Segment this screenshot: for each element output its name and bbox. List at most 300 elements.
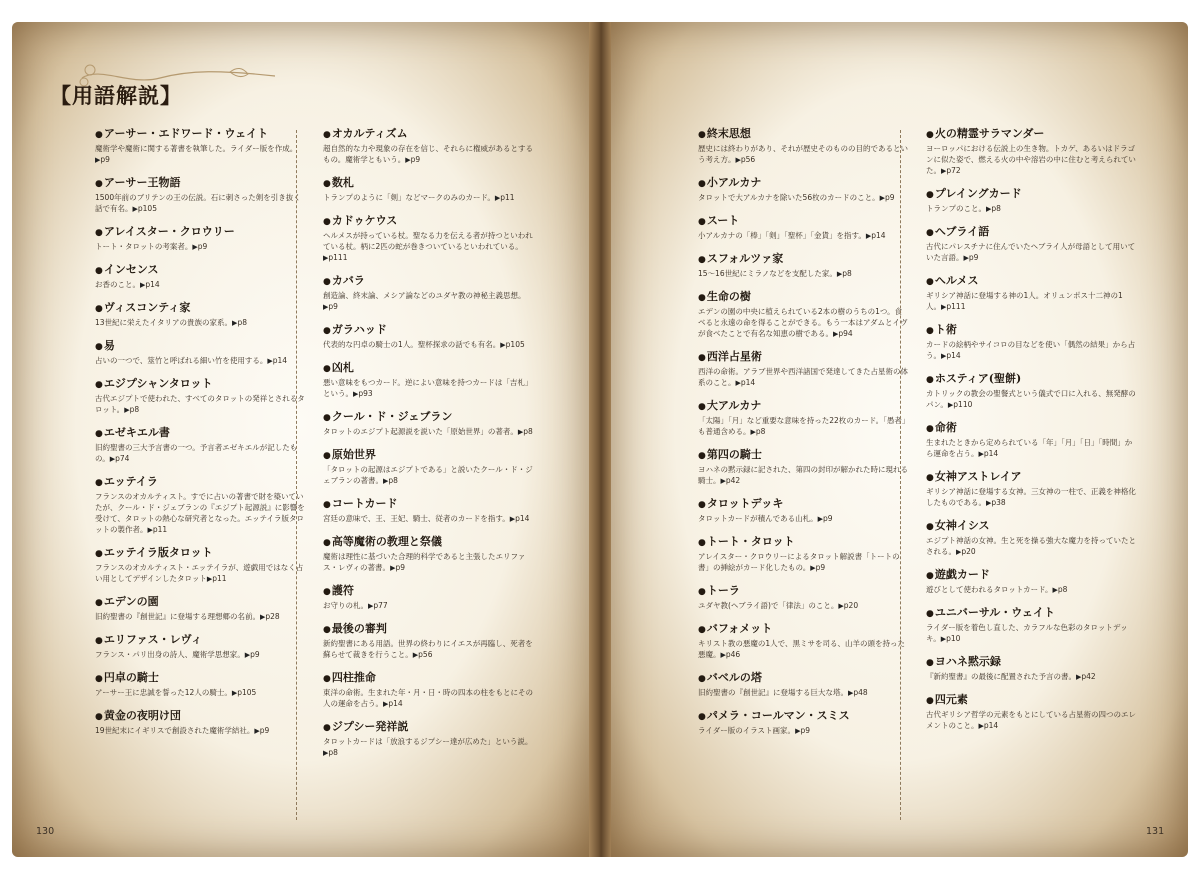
bullet-icon: ● — [95, 636, 103, 646]
glossary-description: タロットで大アルカナを除いた56枚のカードのこと。▶p9 — [698, 193, 895, 202]
page-ref-arrow-icon: ▶ — [978, 450, 984, 458]
page-ref-arrow-icon: ▶ — [941, 303, 947, 311]
glossary-description: アーサー王に忠誠を誓った12人の騎士。▶p105 — [95, 688, 257, 697]
bullet-icon: ● — [95, 266, 103, 276]
page-reference: p9 — [410, 155, 421, 164]
bullet-icon: ● — [698, 255, 706, 265]
bullet-icon: ● — [323, 674, 331, 684]
glossary-description: トランプのこと。▶p8 — [926, 204, 1001, 213]
glossary-term: ●バベルの塔 — [698, 671, 762, 684]
glossary-entry — [323, 127, 533, 166]
bullet-icon: ● — [95, 130, 103, 140]
glossary-description: キリスト教の悪魔の1人で、黒ミサを司る、山羊の頭を持った悪魔。▶p46 — [698, 639, 905, 659]
glossary-description: 魔術学や魔術に関する著書を執筆した。ライダー版を作成。▶p9 — [95, 144, 298, 164]
glossary-term: ●タロットデッキ — [698, 497, 784, 510]
page-ref-arrow-icon: ▶ — [978, 722, 984, 730]
page-reference: p14 — [515, 514, 530, 523]
page-reference: p9 — [884, 193, 895, 202]
glossary-description: カトリックの教会の聖餐式という儀式で口に入れる、無発酵のパン。▶p110 — [926, 389, 1136, 409]
page-ref-arrow-icon: ▶ — [735, 156, 741, 164]
page-ref-arrow-icon: ▶ — [405, 156, 411, 164]
bullet-icon: ● — [926, 375, 934, 385]
glossary-description: 「タロットの起源はエジプトである」と説いたクール・ド・ジェブランの著書。▶p8 — [323, 465, 533, 485]
bullet-icon: ● — [926, 190, 934, 200]
glossary-term: ●終末思想 — [698, 127, 751, 140]
page-ref-arrow-icon: ▶ — [1076, 673, 1082, 681]
glossary-entry — [323, 274, 533, 313]
bullet-icon: ● — [95, 674, 103, 684]
glossary-term: ●オカルティズム — [323, 127, 408, 140]
page-ref-arrow-icon: ▶ — [956, 548, 962, 556]
glossary-description: 旧約聖書の『創世記』に登場する理想郷の名前。▶p28 — [95, 612, 280, 621]
bullet-icon: ● — [926, 522, 934, 532]
bullet-icon: ● — [926, 326, 934, 336]
glossary-entry — [698, 535, 908, 574]
glossary-entry — [323, 584, 533, 612]
page-reference: p8 — [129, 405, 140, 414]
page-reference: p38 — [991, 498, 1006, 507]
page-ref-arrow-icon: ▶ — [323, 749, 329, 757]
glossary-entry — [698, 399, 908, 438]
glossary-term: ●ヴィスコンティ家 — [95, 301, 191, 314]
page-reference: p9 — [259, 726, 270, 735]
glossary-description: ヨハネの黙示録に記された、第四の封印が解かれた時に現れる騎士。▶p42 — [698, 465, 908, 485]
page-reference: p74 — [115, 454, 130, 463]
glossary-term: ●数札 — [323, 176, 354, 189]
glossary-term: ●エゼキエル書 — [95, 426, 170, 439]
page-reference: p11 — [500, 193, 515, 202]
page-ref-arrow-icon: ▶ — [244, 651, 251, 659]
page-ref-arrow-icon: ▶ — [833, 330, 839, 338]
page-ref-arrow-icon: ▶ — [124, 406, 130, 414]
glossary-entry — [95, 595, 305, 623]
glossary-term: ●エリファス・レヴィ — [95, 633, 202, 646]
page-reference: p9 — [100, 155, 110, 164]
bullet-icon: ● — [698, 353, 706, 363]
glossary-term: ●生命の樹 — [698, 290, 751, 303]
glossary-term: ●コートカード — [323, 497, 398, 510]
glossary-description: フランスのオカルティスト・エッテイラが、遊戯用ではなく占い用としてデザインしたタロット▶p11 — [95, 563, 304, 583]
bullet-icon: ● — [95, 228, 103, 238]
glossary-description: タロットのエジプト起源説を説いた「原始世界」の著者。▶p8 — [323, 427, 533, 436]
page-ref-arrow-icon: ▶ — [494, 194, 501, 202]
glossary-term: ●カバラ — [323, 274, 365, 287]
glossary-entry — [926, 323, 1136, 362]
glossary-description: 遊びとして使われるタロットカード。▶p8 — [926, 585, 1068, 594]
page-reference: p111 — [946, 302, 966, 311]
glossary-term: ●パメラ・コールマン・スミス — [698, 709, 850, 722]
page-ref-arrow-icon: ▶ — [986, 205, 992, 213]
glossary-description: エジプト神話の女神。生と死を操る強大な魔力を持っていたとされる。▶p20 — [926, 536, 1136, 556]
glossary-term: ●火の精霊サラマンダー — [926, 127, 1045, 140]
glossary-entry — [698, 709, 908, 737]
glossary-term: ●易 — [95, 339, 115, 352]
glossary-description: ライダー版を着色し直した、カラフルな色彩のタロットデッキ。▶p10 — [926, 623, 1128, 643]
glossary-entry — [926, 568, 1136, 596]
glossary-entry — [698, 350, 908, 389]
page-ref-arrow-icon: ▶ — [147, 526, 153, 534]
glossary-description: アレイスター・クロウリーによるタロット解説書「トートの書」の挿絵がカード化したもの。▶p9 — [698, 552, 900, 572]
glossary-description: エデンの園の中央に植えられている2本の樹のうちの1つ。食べると永遠の命を得ることができる。もう一本はアダムとイヴが食べたことで有名な知恵の樹である。▶p94 — [698, 307, 908, 338]
glossary-entry — [95, 709, 305, 737]
glossary-term: ●プレイングカード — [926, 187, 1022, 200]
page-reference: p8 — [755, 427, 766, 436]
bullet-icon: ● — [323, 277, 331, 287]
glossary-description: タロットカードが積んである山札。▶p9 — [698, 514, 833, 523]
glossary-description: 古代にパレスチナに住んでいたヘブライ人が母語として用いていた言語。▶p9 — [926, 242, 1136, 262]
page-reference: p14 — [871, 231, 886, 240]
glossary-term: ●遊戯カード — [926, 568, 990, 581]
page-reference: p8 — [991, 204, 1001, 213]
glossary-description: 「太陽」「月」など重要な意味を持った22枚のカード。「愚者」も普通含める。▶p8 — [698, 416, 906, 436]
glossary-term: ●エジプシャンタロット — [95, 377, 213, 390]
glossary-description: 代表的な円卓の騎士の1人。聖杯探求の話でも有名。▶p105 — [323, 340, 525, 349]
glossary-entry — [926, 655, 1136, 683]
glossary-term: ●護符 — [323, 584, 354, 597]
glossary-term: ●バフォメット — [698, 622, 773, 635]
bullet-icon: ● — [698, 402, 706, 412]
glossary-entry — [323, 535, 533, 574]
glossary-description: ユダヤ教(ヘブライ語)で「律法」のこと。▶p20 — [698, 601, 859, 610]
glossary-description: 歴史には終わりがあり、それが歴史そのものの目的であるという考え方。▶p56 — [698, 144, 908, 164]
page-ref-arrow-icon: ▶ — [192, 243, 198, 251]
page-ref-arrow-icon: ▶ — [95, 156, 101, 164]
page-ref-arrow-icon: ▶ — [865, 232, 872, 240]
page-reference: p11 — [152, 525, 168, 534]
bullet-icon: ● — [698, 538, 706, 548]
glossary-entry — [95, 633, 305, 661]
right-column-2 — [926, 127, 1136, 742]
glossary-entry — [95, 546, 305, 585]
glossary-description: トート・タロットの考案者。▶p9 — [95, 242, 208, 251]
bullet-icon: ● — [698, 217, 706, 227]
glossary-term: ●命術 — [926, 421, 957, 434]
glossary-description: 新約聖書にある用語。世界の終わりにイエスが再臨し、死者を蘇らせて裁きを行うこと。▶p56 — [323, 639, 533, 659]
glossary-term: ●ユニバーサル・ウェイト — [926, 606, 1055, 619]
glossary-description: カードの絵柄やサイコロの目などを使い「偶然の結果」から占う。▶p14 — [926, 340, 1136, 360]
bullet-icon: ● — [926, 696, 934, 706]
bullet-icon: ● — [323, 587, 331, 597]
bullet-icon: ● — [926, 571, 934, 581]
page-ref-arrow-icon: ▶ — [383, 700, 389, 708]
glossary-entry — [926, 519, 1136, 558]
page-reference: p14 — [740, 378, 756, 387]
page-reference: p42 — [1081, 672, 1096, 681]
glossary-description: タロットカードは「放浪するジプシー達が広めた」という説。▶p8 — [323, 737, 533, 757]
glossary-term: ●原始世界 — [323, 448, 376, 461]
glossary-description: ヨーロッパにおける伝説上の生き物。トカゲ、あるいはドラゴンに似た姿で、燃える火の中や溶岩の中に住むと考えられていた。▶p72 — [926, 144, 1136, 175]
page-reference: p46 — [725, 650, 741, 659]
page-ref-arrow-icon: ▶ — [140, 281, 146, 289]
glossary-entry — [323, 448, 533, 487]
bullet-icon: ● — [926, 609, 934, 619]
glossary-description: 13世紀に栄えたイタリアの貴族の家系。▶p8 — [95, 318, 247, 327]
page-reference: p20 — [843, 601, 859, 610]
page-reference: p105 — [137, 204, 157, 213]
bullet-icon: ● — [698, 451, 706, 461]
glossary-entry — [95, 127, 305, 166]
page-reference: p8 — [237, 318, 247, 327]
glossary-entry — [698, 448, 908, 487]
glossary-entry — [698, 622, 908, 661]
page-ref-arrow-icon: ▶ — [817, 515, 824, 523]
glossary-description: 創造論、終末論、メシア論などのユダヤ教の神秘主義思想。▶p9 — [323, 291, 526, 311]
page-reference: p8 — [523, 427, 533, 436]
glossary-term: ●クール・ド・ジェブラン — [323, 410, 453, 423]
glossary-term: ●アレイスター・クロウリー — [95, 225, 235, 238]
glossary-description: 旧約聖書の三大予言書の一つ。予言者エゼキエルが記したもの。▶p74 — [95, 443, 298, 463]
glossary-entry — [926, 127, 1136, 177]
glossary-description: 悪い意味をもつカード。逆によい意味を持つカードは「吉札」という。▶p93 — [323, 378, 533, 398]
glossary-term: ●ジプシー発祥説 — [323, 720, 409, 733]
page-reference: p77 — [373, 601, 388, 610]
glossary-description: 超自然的な力や現象の存在を信じ、それらに権威があるとするもの。魔術学ともいう。▶p9 — [323, 144, 533, 164]
glossary-description: 小アルカナの「棒」「剣」「聖杯」「金貨」を指す。▶p14 — [698, 231, 886, 240]
page-ref-arrow-icon: ▶ — [206, 575, 213, 583]
bullet-icon: ● — [95, 712, 103, 722]
glossary-entry — [323, 176, 533, 204]
glossary-term: ●小アルカナ — [698, 176, 762, 189]
page-ref-arrow-icon: ▶ — [963, 254, 969, 262]
glossary-entry — [698, 176, 908, 204]
glossary-entry — [95, 263, 305, 291]
page-ref-arrow-icon: ▶ — [517, 428, 524, 436]
bullet-icon: ● — [698, 293, 706, 303]
glossary-entry — [926, 470, 1136, 509]
page-ref-arrow-icon: ▶ — [810, 564, 816, 572]
page-reference: p9 — [197, 242, 208, 251]
glossary-description: ギリシア神話に登場する女神。三女神の一柱で、正義を神格化したものである。▶p38 — [926, 487, 1136, 507]
bullet-icon: ● — [926, 658, 934, 668]
glossary-term: ●エデンの園 — [95, 595, 159, 608]
page-ref-arrow-icon: ▶ — [947, 401, 954, 409]
page-ref-arrow-icon: ▶ — [879, 194, 885, 202]
glossary-term: ●女神アストレイア — [926, 470, 1022, 483]
glossary-entry — [698, 127, 908, 166]
page-reference: p9 — [815, 563, 826, 572]
page-ref-arrow-icon: ▶ — [500, 341, 506, 349]
glossary-term: ●アーサー王物語 — [95, 176, 181, 189]
bullet-icon: ● — [323, 625, 331, 635]
bullet-icon: ● — [323, 326, 331, 336]
glossary-term: ●女神イシス — [926, 519, 990, 532]
glossary-term: ●トーラ — [698, 584, 740, 597]
glossary-term: ●ヘルメス — [926, 274, 979, 287]
glossary-term: ●第四の騎士 — [698, 448, 762, 461]
glossary-term: ●インセンス — [95, 263, 159, 276]
column-divider-right — [900, 130, 901, 820]
glossary-entry — [698, 497, 908, 525]
bullet-icon: ● — [698, 712, 706, 722]
page-reference: p14 — [946, 351, 961, 360]
bullet-icon: ● — [323, 500, 331, 510]
glossary-entry — [95, 339, 305, 367]
page-reference: p8 — [328, 748, 338, 757]
glossary-description: 19世紀末にイギリスで創設された魔術学結社。▶p9 — [95, 726, 270, 735]
page-ref-arrow-icon: ▶ — [940, 635, 947, 643]
bullet-icon: ● — [698, 587, 706, 597]
glossary-description: お香のこと。▶p14 — [95, 280, 160, 289]
page-ref-arrow-icon: ▶ — [323, 303, 329, 311]
glossary-term: ●スフォルツァ家 — [698, 252, 784, 265]
page-reference: p9 — [328, 302, 338, 311]
bullet-icon: ● — [926, 228, 934, 238]
page-ref-arrow-icon: ▶ — [412, 651, 419, 659]
bullet-icon: ● — [95, 179, 103, 189]
glossary-description: ライダー版のイラスト画家。▶p9 — [698, 726, 810, 735]
bullet-icon: ● — [323, 723, 331, 733]
glossary-term: ●黄金の夜明け団 — [95, 709, 181, 722]
left-column-1 — [95, 127, 305, 747]
bullet-icon: ● — [698, 674, 706, 684]
bullet-icon: ● — [926, 424, 934, 434]
page-ref-arrow-icon: ▶ — [232, 319, 238, 327]
page-ref-arrow-icon: ▶ — [838, 602, 844, 610]
page-ref-arrow-icon: ▶ — [735, 379, 741, 387]
glossary-description: 15～16世紀にミラノなどを支配した家。▶p8 — [698, 269, 852, 278]
glossary-entry — [698, 584, 908, 612]
glossary-description: 魔術は理性に基づいた合理的科学であると主張したエリファス・レヴィの著書。▶p9 — [323, 552, 526, 572]
book-spine — [589, 22, 611, 857]
bullet-icon: ● — [698, 500, 706, 510]
page-ref-arrow-icon: ▶ — [260, 613, 266, 621]
glossary-entry — [323, 497, 533, 525]
glossary-term: ●円卓の騎士 — [95, 671, 159, 684]
glossary-description: 東洋の命術。生まれた年・月・日・時の四本の柱をもとにその人の運命を占う。▶p14 — [323, 688, 533, 708]
glossary-entry — [323, 671, 533, 710]
page-ref-arrow-icon: ▶ — [795, 727, 801, 735]
page-reference: p11 — [212, 574, 227, 583]
glossary-description: 占いの一つで、筮竹と呼ばれる細い竹を使用する。▶p14 — [95, 356, 288, 365]
glossary-entry — [698, 214, 908, 242]
glossary-entry — [323, 410, 533, 438]
glossary-entry — [95, 176, 305, 215]
glossary-description: 生まれたときから定められている「年」「月」「日」「時間」から運命を占う。▶p14 — [926, 438, 1133, 458]
page-ref-arrow-icon: ▶ — [509, 515, 516, 523]
bullet-icon: ● — [926, 277, 934, 287]
glossary-description: 1500年前のブリテンの王の伝説。石に刺さった剣を引き抜く話で有名。▶p105 — [95, 193, 301, 213]
page-reference: p105 — [505, 340, 525, 349]
bullet-icon: ● — [95, 342, 103, 352]
page-reference: p14 — [145, 280, 160, 289]
glossary-entry — [323, 214, 533, 264]
glossary-term: ●ヨハネ黙示録 — [926, 655, 1001, 668]
page-reference: p94 — [838, 329, 853, 338]
glossary-term: ●ト術 — [926, 323, 957, 336]
bullet-icon: ● — [698, 179, 706, 189]
glossary-term: ●大アルカナ — [698, 399, 762, 412]
page-ref-arrow-icon: ▶ — [941, 352, 947, 360]
page-reference: p9 — [250, 650, 260, 659]
bullet-icon: ● — [698, 625, 706, 635]
bullet-icon: ● — [323, 130, 331, 140]
page-number-left: 130 — [36, 826, 55, 837]
glossary-term: ●高等魔術の教理と祭儀 — [323, 535, 442, 548]
page-ref-arrow-icon: ▶ — [132, 205, 138, 213]
glossary-term: ●エッテイラ版タロット — [95, 546, 213, 559]
page-reference: p8 — [842, 269, 852, 278]
page-reference: p111 — [328, 253, 348, 262]
page-reference: p28 — [265, 612, 280, 621]
page-ref-arrow-icon: ▶ — [720, 477, 726, 485]
glossary-entry — [926, 693, 1136, 732]
glossary-term: ●エッテイラ — [95, 475, 158, 488]
glossary-term: ●四柱推命 — [323, 671, 376, 684]
page-reference: p72 — [946, 166, 961, 175]
glossary-entry — [323, 622, 533, 661]
bullet-icon: ● — [926, 130, 934, 140]
bullet-icon: ● — [323, 413, 331, 423]
page-ref-arrow-icon: ▶ — [323, 254, 329, 262]
page-ref-arrow-icon: ▶ — [986, 499, 992, 507]
glossary-entry — [95, 225, 305, 253]
glossary-description: 古代エジプトで使われた、すべてのタロットの発祥とされるタロット。▶p8 — [95, 394, 305, 414]
glossary-term: ●ヘブライ語 — [926, 225, 990, 238]
bullet-icon: ● — [95, 380, 103, 390]
page-reference: p14 — [983, 449, 999, 458]
bullet-icon: ● — [926, 473, 934, 483]
glossary-term: ●最後の審判 — [323, 622, 387, 635]
glossary-entry — [95, 301, 305, 329]
page-ref-arrow-icon: ▶ — [383, 477, 389, 485]
bullet-icon: ● — [323, 179, 331, 189]
glossary-entry — [926, 274, 1136, 313]
glossary-description: 『新約聖書』の最後に配置された予言の書。▶p42 — [926, 672, 1096, 681]
page-ref-arrow-icon: ▶ — [1052, 586, 1058, 594]
glossary-description: フランスのオカルティスト。すでに占いの著書で財を築いていたが、クール・ド・ジェブランの『エジプト起源説』に影響を受けて、タロットの熱心な研究者となった。エッテイラ版タロットの製作者。▶p11 — [95, 492, 305, 534]
glossary-entry — [323, 361, 533, 400]
glossary-term: ●カドゥケウス — [323, 214, 398, 227]
page-reference: p9 — [823, 514, 833, 523]
glossary-entry — [926, 372, 1136, 411]
bullet-icon: ● — [323, 217, 331, 227]
glossary-entry — [698, 671, 908, 699]
page-reference: p14 — [983, 721, 999, 730]
page-reference: p48 — [853, 688, 868, 697]
glossary-description: 宮廷の意味で、王、王妃、騎士、従者のカードを指す。▶p14 — [323, 514, 530, 523]
glossary-term: ●凶札 — [323, 361, 354, 374]
page-ref-arrow-icon: ▶ — [353, 390, 359, 398]
page-ref-arrow-icon: ▶ — [109, 455, 116, 463]
page-reference: p9 — [800, 726, 810, 735]
bullet-icon: ● — [698, 130, 706, 140]
glossary-description: ヘルメスが持っている杖。聖なる力を伝える者が持つといわれている杖。柄に2匹の蛇が巻きついているといわれている。▶p111 — [323, 231, 533, 262]
bullet-icon: ● — [95, 549, 103, 559]
page-reference: p56 — [418, 650, 433, 659]
page-ref-arrow-icon: ▶ — [267, 357, 273, 365]
page-ref-arrow-icon: ▶ — [231, 689, 238, 697]
page-reference: p105 — [237, 688, 257, 697]
glossary-entry — [95, 475, 305, 536]
bullet-icon: ● — [323, 364, 331, 374]
bullet-icon: ● — [95, 478, 103, 488]
glossary-term: ●スート — [698, 214, 740, 227]
glossary-entry — [323, 720, 533, 759]
glossary-entry — [698, 252, 908, 280]
glossary-description: 西洋の命術。アラブ世界や西洋諸国で発達してきた占星術の体系のこと。▶p14 — [698, 367, 908, 387]
bullet-icon: ● — [95, 304, 103, 314]
glossary-entry — [926, 606, 1136, 645]
page-ref-arrow-icon: ▶ — [720, 651, 726, 659]
page-ref-arrow-icon: ▶ — [848, 689, 854, 697]
page-reference: p20 — [961, 547, 976, 556]
page-ref-arrow-icon: ▶ — [254, 727, 260, 735]
page-reference: p42 — [725, 476, 741, 485]
page-reference: p110 — [953, 400, 973, 409]
left-column-2 — [323, 127, 533, 769]
glossary-entry — [323, 323, 533, 351]
section-title: 【用語解説】 — [50, 83, 182, 108]
